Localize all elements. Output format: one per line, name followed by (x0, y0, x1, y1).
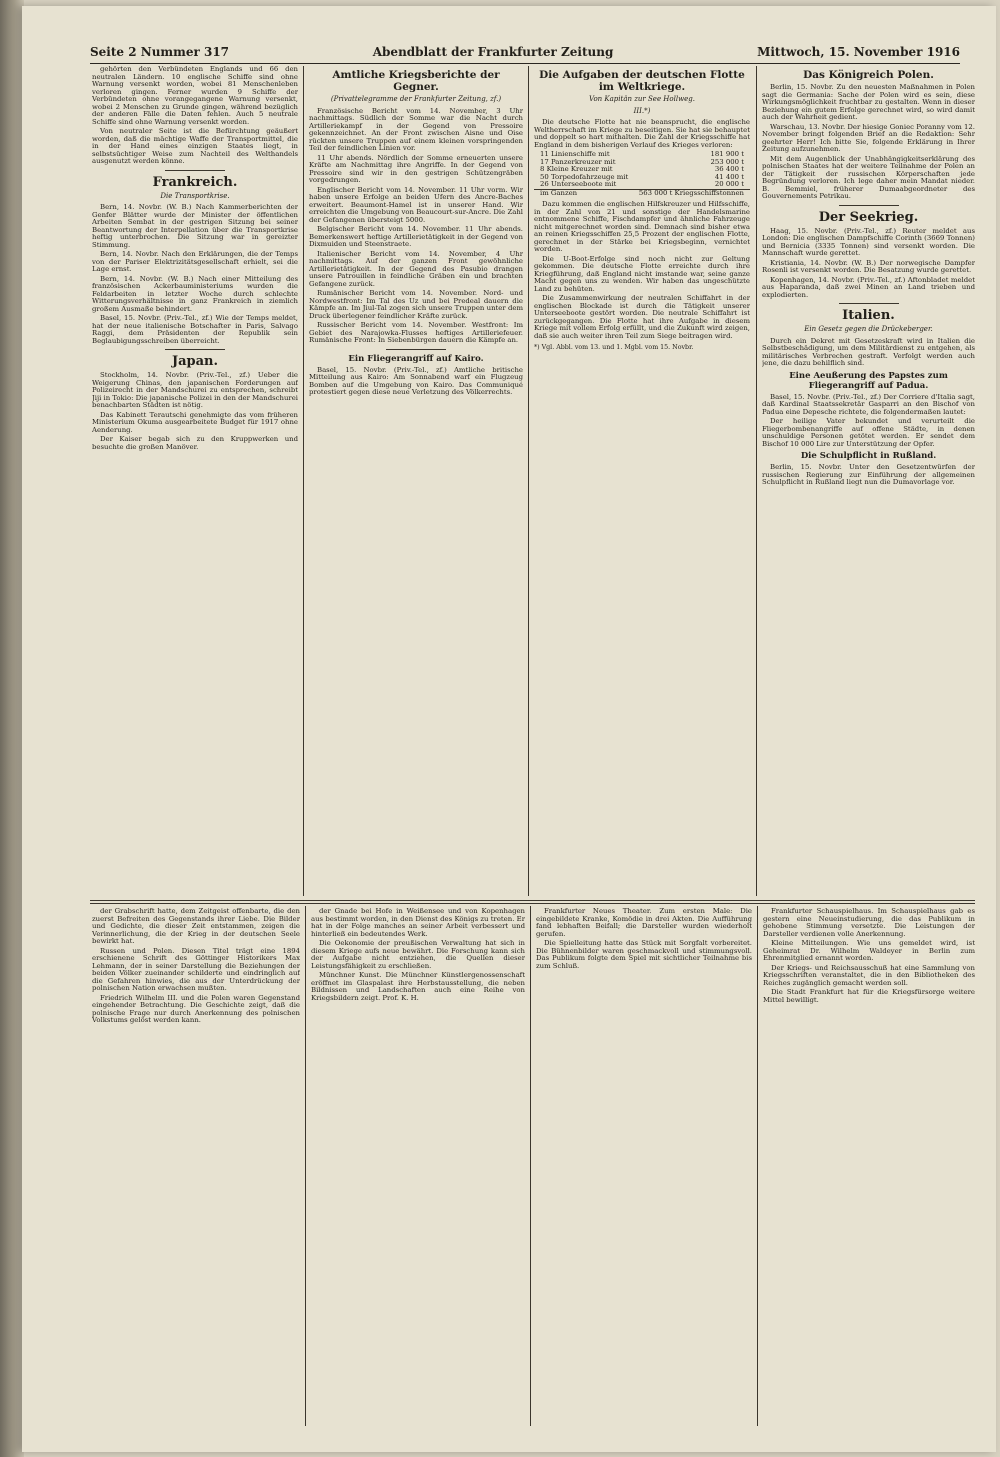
section-title-russland: Die Schulpflicht in Rußland. (800, 451, 937, 461)
article-paragraph: Dazu kommen die englischen Hilfskreuzer und Hilfsschiffe, in der Zahl von 21 und sonstige der Handelsmarine entnommene Schiffe, Fischdampfer und ähnliche Fahrzeuge nicht mitgerechnet worden sind. Demnach sind bisher etwa an reinen Kriegsschiffen 25,5 Prozent der englischen Flotte, gerechnet in der Stärke bei Kriegsbeginn, vernichtet worden. (534, 200, 750, 253)
article-paragraph: Berlin, 15. Novbr. Unter den Gesetzentwürfen der russischen Regierung zur Einführung der allgemeinen Schulpflicht in Rußland liegt nun die Dumavorlage vor. (762, 463, 975, 486)
feuilleton-column-4 (763, 908, 975, 1423)
article-paragraph: Von neutraler Seite ist die Befürchtung geäußert worden, daß die mächtige Waffe der Transportmittel, die in der Hand eines einzigen Staates liegt, in selbstsüchtiger Weise zum Nachteil des Welthandels ausgenutzt werden könne. (92, 127, 298, 165)
article-paragraph: Basel, 15. Novbr. (Priv.-Tel., zf.) Amtliche britische Mitteilung aus Kairo: Am Sonnabend warf ein Flugzeug Bomben auf die Umgebung von Kairo. Das Communiqué protestiert gegen diese neue Verletzung des Völkerrechts. (309, 365, 523, 396)
article-paragraph: Bern, 14. Novbr. (W. B.) Nach Kammerberichten der Genfer Blätter wurde der Minister der öffentlichen Arbeiten Sembat in der gestrigen Sitzung bei seiner Beantwortung der Interpellation über die Transportkrise heftig unterbrochen. Die Sitzung war in gereizter Stimmung. (92, 203, 298, 249)
column-rule (303, 66, 304, 896)
masthead-left: Seite 2 Nummer 317 (90, 45, 230, 59)
feuilleton-rule-double (90, 903, 975, 904)
section-title-kriegsberichte: Amtliche Kriegsberichte der Gegner. (332, 69, 500, 93)
section-title-italien: Italien. (842, 308, 895, 323)
article-paragraph: Bern, 14. Novbr. (W. B.) Nach einer Mitteilung des französischen Ackerbauministeriums wurden die Feldarbeiten in letzter Woche durch schlechte Witterungsverhältnisse in ganz Frankreich in ziemlich großem Ausmaße behindert. (92, 274, 298, 313)
article-paragraph: Das Kabinett Terautschi genehmigte das vom früheren Ministerium Okuma ausgearbeitete Budget für 1917 ohne Aenderung. (92, 410, 298, 434)
section-subtitle: Die Transportkrise. (160, 191, 230, 200)
footnote: *) Vgl. Abbl. vom 13. und 1. Mgbl. vom 15. Novbr. (534, 344, 694, 351)
feuilleton-rule (90, 900, 975, 901)
article-paragraph: Friedrich Wilhelm III. und die Polen waren Gegenstand eingehender Betrachtung. Die Geschichte zeigt, daß die polnische Frage nur durch Anerkennung des polnischen Volkstums gelöst werden kann. (92, 993, 300, 1024)
section-title-polen: Das Königreich Polen. (803, 69, 934, 81)
article-paragraph: Russischer Bericht vom 14. November. Westfront: Im Gebiet des Narajowka-Flusses heftiges Artilleriefeuer. Rumänische Front: In Siebenbürgen dauern die Kämpfe an. (309, 321, 523, 344)
article-paragraph: Kleine Mitteilungen. Wie uns gemeldet wird, ist Geheimrat Dr. Wilhelm Waldeyer in Berlin zum Ehrenmitglied ernannt worden. (763, 939, 975, 962)
table-total-row: im Ganzen 563 000 t Kriegsschiffstonnen (534, 189, 750, 198)
section-title-seekrieg: Der Seekrieg. (818, 209, 919, 225)
article-paragraph: Kopenhagen, 14. Novbr. (Priv.-Tel., zf.) Aftonbladet meldet aus Haparanda, daß zwei Minen an Land trieben und explodierten. (762, 275, 975, 299)
table-row: 50 Torpedofahrzeuge mit 41 400 t (540, 172, 744, 181)
divider (165, 170, 225, 171)
divider (386, 349, 446, 350)
article-paragraph: Französische Bericht vom 14. November, 3 Uhr nachmittags. Südlich der Somme war die Nacht durch Artilleriekampf in der Gegend von Pressoire gekennzeichnet. An der Front zwischen Aisne und Oise rückten unsere Truppen auf einem kleinen vorspringenden Teil der feindlichen Linien vor. (309, 106, 523, 152)
article-paragraph: der Gnade bei Hofe in Weißensee und von Kopenhagen aus bestimmt worden, in den Dienst des Königs zu treten. Er hat in der Folge manches an seiner Arbeit verbessert und hinterließ ein bedeutendes Werk. (311, 908, 525, 938)
article-paragraph: Italienischer Bericht vom 14. November, 4 Uhr nachmittags. Auf der ganzen Front gewöhnliche Artillerietätigkeit. In der Gegend des Pasubio drangen unsere Patrouillen in feindliche Gräben ein und brachten Gefangene zurück. (309, 249, 523, 288)
article-paragraph: Warschau, 13. Novbr. Der hiesige Goniec Poranny vom 12. November bringt folgenden Brief an die Redaktion: Sehr geehrter Herr! Ich bitte Sie, folgende Erklärung in Ihrer Zeitung aufzunehmen. (762, 122, 975, 153)
divider (839, 205, 899, 206)
article-paragraph: Basel, 15. Novbr. (Priv.-Tel., zf.) Der Corriere d'Italia sagt, daß Kardinal Staatssekretär Gasparri an den Bischof von Padua eine Depesche richtete, die folgendermaßen lautet: (762, 392, 975, 416)
article-paragraph: Die Zusammenwirkung der neutralen Schiffahrt in der englischen Blockade ist durch die Tätigkeit unserer Unterseeboote gestört worden. Die neutrale Schiffahrt ist zurückgegangen. Die Flotte hat ihre Aufgabe in diesem Kriege mit vollem Erfolg erfüllt, und die Zukunft wird zeigen, daß sie auch weiter ihren Teil zum Siege beitragen wird. (534, 294, 750, 340)
divider (839, 303, 899, 304)
column-rule (756, 66, 757, 896)
column-1 (92, 66, 298, 896)
article-paragraph: 11 Uhr abends. Nördlich der Somme erneuerten unsere Kräfte am Nachmittag ihre Angriffe. In der Gegend von Pressoire sind wir in den gestrigen Schützengräben vorgedrungen. (309, 153, 523, 184)
section-title-frankreich: Frankreich. (152, 174, 238, 190)
article-paragraph: Frankfurter Schauspielhaus. Im Schauspielhaus gab es gestern eine Neueinstudierung, die das Publikum in gehobene Stimmung versetzte. Die Leistungen der Darsteller verdienen volle Anerkennung. (763, 908, 975, 938)
feuilleton-column-3 (536, 908, 752, 1423)
section-title-flotte: Die Aufgaben der deutschen Flotte im Weltkriege. (539, 69, 745, 93)
masthead-title: Abendblatt der Frankfurter Zeitung (372, 45, 614, 59)
divider (165, 349, 225, 350)
section-title-kairo: Ein Fliegerangriff auf Kairo. (348, 353, 484, 364)
section-title-papst: Eine Aeußerung des Papstes zum Fliegerangriff auf Padua. (789, 370, 948, 391)
article-paragraph: Rumänischer Bericht vom 14. November. Nord- und Nordwestfront: Im Tal des Uz und bei Predeal dauern die Kämpfe an. Im Jiul-Tal zogen sich unsere Truppen unter dem Druck überlegener feindlicher Kräfte zurück. (309, 289, 523, 320)
column-3 (534, 66, 750, 896)
article-paragraph: Durch ein Dekret mit Gesetzeskraft wird in Italien die Selbstbeschädigung, um dem Militärdienst zu entgehen, als militärisches Verbrechen gestraft. Verfolgt werden auch jene, die dazu behilflich sind. (762, 336, 975, 367)
article-paragraph: Haag, 15. Novbr. (Priv.-Tel., zf.) Reuter meldet aus London: Die englischen Dampfschiffe Corinth (3669 Tonnen) und Bernicia (3335 Tonnen) sind versenkt worden. Die Mannschaft wurde gerettet. (762, 226, 975, 257)
article-paragraph: Berlin, 15. Novbr. Zu den neuesten Maßnahmen in Polen sagt die Germania: Sache der Polen wird es sein, diese Wirkungsmöglichkeit fruchtbar zu gestalten. Wenn in dieser Beziehung ein gutem Erfolge gerechnet wird, so wird damit auch der Wahrheit gedient. (762, 83, 975, 121)
table-row: 17 Panzerkreuzer mit 253 000 t (540, 157, 744, 166)
table-row: 8 Kleine Kreuzer mit 36 400 t (540, 165, 744, 173)
binding-gutter (0, 0, 24, 1457)
article-paragraph: Die Stadt Frankfurt hat für die Kriegsfürsorge weitere Mittel bewilligt. (763, 988, 975, 1004)
article-paragraph: Der Kriegs- und Reichsausschuß hat eine Sammlung von Kriegsschriften veranstaltet, die in den Bibliotheken des Reiches zugänglich gemacht werden soll. (763, 963, 975, 987)
masthead-date: Mittwoch, 15. November 1916 (757, 45, 960, 59)
column-rule (528, 66, 529, 896)
column-2 (309, 66, 523, 896)
masthead (90, 44, 960, 64)
table-row: 26 Unterseeboote mit 20 000 t (540, 180, 744, 188)
feuilleton-column-1 (92, 908, 300, 1423)
feuilleton-column-2 (311, 908, 525, 1423)
article-paragraph: Der Kaiser begab sich zu den Kruppwerken und besuchte die großen Manöver. (92, 435, 298, 451)
section-subtitle: Ein Gesetz gegen die Drückeberger. (804, 325, 933, 333)
article-paragraph: Kristiania, 14. Novbr. (W. B.) Der norwegische Dampfer Rosenli ist versenkt worden. Die Besatzung wurde gerettet. (762, 258, 975, 274)
article-paragraph: Die Spielleitung hatte das Stück mit Sorgfalt vorbereitet. Die Bühnenbilder waren geschmackvoll und stimmungsvoll. Das Publikum folgte dem Spiel mit sichtlicher Teilnahme bis zum Schluß. (536, 939, 752, 970)
article-paragraph: Belgischer Bericht vom 14. November. 11 Uhr abends. Bemerkenswert heftige Artillerietätigkeit in der Gegend von Dixmuiden und Steenstraete. (309, 225, 523, 248)
table-row: 11 Linienschiffe mit 181 900 t (540, 150, 744, 158)
article-paragraph: Die deutsche Flotte hat nie beansprucht, die englische Weltherrschaft im Kriege zu beseitigen. Sie hat sie behauptet und doppelt so hart mithalten. Die Zahl der Kriegsschiffe hat England in dem bisherigen Verlauf des Krieges verloren: (534, 118, 750, 149)
article-paragraph: Englischer Bericht vom 14. November. 11 Uhr vorm. Wir haben unsere Erfolge an beiden Ufern des Ancre-Baches erweitert. Beaumont-Hamel ist in unserer Hand. Wir erreichten die Umgebung von Beaucourt-sur-Ancre. Die Zahl der Gefangenen übersteigt 5000. (309, 185, 523, 224)
article-paragraph: Stockholm, 14. Novbr. (Priv.-Tel., zf.) Ueber die Weigerung Chinas, den japanischen Forderungen auf Polizeirecht in der Mandschurei zu entsprechen, schreibt Jiji in Tokio: Die japanische Polizei in den der Mandschurei benachbarten Städten ist nötig. (92, 371, 298, 409)
article-paragraph: Russen und Polen. Diesen Titel trägt eine 1894 erschienene Schrift des Göttinger Historikers Max Lehmann, der in seiner Darstellung die Beziehungen der beiden Völker zueinander schilderte und eindringlich auf die Gefahren hinwies, die aus der Unterdrückung der polnischen Nation erwachsen mußten. (92, 946, 300, 992)
article-paragraph: Die U-Boot-Erfolge sind noch nicht zur Geltung gekommen. Die deutsche Flotte erreichte durch ihre Kriegführung, daß England nicht imstande war, seine ganze Macht gegen uns zu wenden. Wir haben das ungeschützte Land zu behüten. (534, 254, 750, 293)
losses-table (534, 151, 750, 197)
section-subtitle: (Privattelegramme der Frankfurter Zeitung, zf.) (330, 95, 502, 103)
article-paragraph: Mit dem Augenblick der Unabhängigkeitserklärung des polnischen Staates hat der weitere Teilnahme der Polen an der Tätigkeit der russischen Körperschaften jede Begründung verloren. Ich lege daher mein Mandat nieder. B. Bemmiel, früherer Dumaabgeordneter des Gouvernements Petrikau. (762, 154, 975, 200)
article-author: Von Kapitän zur See Hollweg. (589, 95, 695, 103)
article-paragraph: der Grabschrift hatte, dem Zeitgeist offenbarte, die den zuerst Befreiten des Gegenstands ihrer Liebe. Die Bilder und Gedichte, die dieser Zeit entstammen, zeigen die Verinnerlichung, die der Krieg in der deutschen Seele bewirkt hat. (92, 908, 300, 945)
article-paragraph: Frankfurter Neues Theater. Zum ersten Male: Die eingebildete Kranke, Komödie in drei Akten. Die Aufführung fand lebhaften Beifall; die Darsteller wurden wiederholt gerufen. (536, 908, 752, 938)
article-paragraph: Basel, 15. Novbr. (Priv.-Tel., zf.) Wie der Temps meldet, hat der neue italienische Botschafter in Paris, Salvago Raggi, dem Präsidenten der Republik sein Beglaubigungsschreiben überreicht. (92, 314, 298, 345)
article-paragraph: Münchner Kunst. Die Münchner Künstlergenossenschaft eröffnet im Glaspalast ihre Herbstausstellung, die neben Bildnissen und Landschaften auch eine Reihe von Kriegsbildern zeigt. Prof. K. H. (311, 971, 525, 1002)
article-part: III.*) (633, 106, 651, 115)
section-title-japan: Japan. (171, 354, 219, 369)
article-paragraph: Der heilige Vater bekundet und verurteilt die Fliegerbombenangriffe auf offene Städte, in denen unschuldige Personen getötet werden. Er sendet dem Bischof 10 000 Lire zur Unterstützung der Opfer. (762, 417, 975, 448)
column-rule (530, 906, 531, 1426)
column-rule (757, 906, 758, 1426)
article-paragraph: gehörten den Verbündeten Englands und 66 den neutralen Ländern. 10 englische Schiffe sind ohne Warnung versenkt worden, wobei 81 Menschenleben verloren gingen. Ferner wurden 9 Schiffe der Verbündeten ohne vorangegangene Warnung versenkt, wobei 2 Menschen zu Grunde gingen, während bezüglich der anderen Fälle die Daten fehlen. Auch 5 neutrale Schiffe sind ohne Warnung versenkt worden. (92, 66, 298, 126)
article-paragraph: Die Oekonomie der preußischen Verwaltung hat sich in diesem Kriege aufs neue bewährt. Die Forschung kann sich der Aufgabe nicht entziehen, die Quellen dieser Leistungsfähigkeit zu erschließen. (311, 939, 525, 970)
column-4 (762, 66, 975, 896)
article-paragraph: Bern, 14. Novbr. Nach den Erklärungen, die der Temps von der Pariser Elektrizitätsgesellschaft erhielt, sei die Lage ernst. (92, 250, 298, 273)
column-rule (305, 906, 306, 1426)
